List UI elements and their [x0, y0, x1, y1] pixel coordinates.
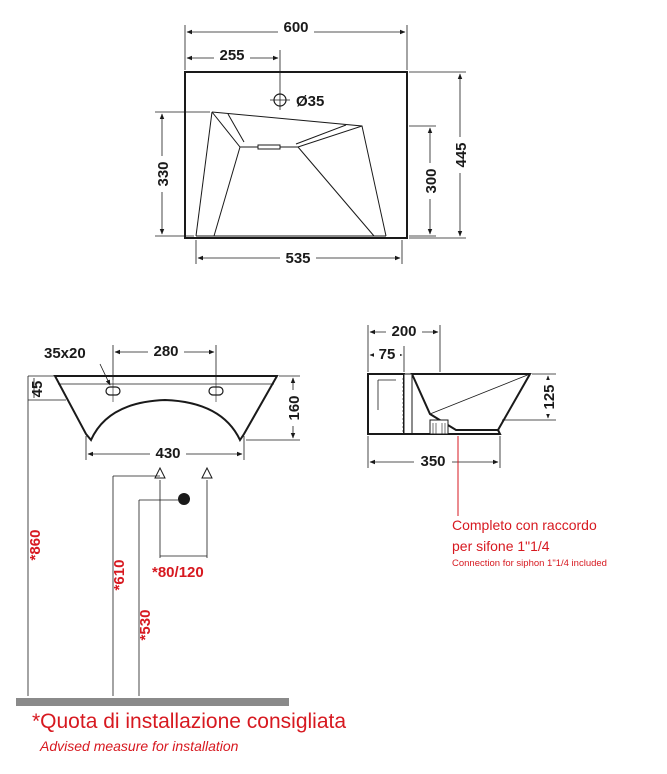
dim-base-depth-350: 350: [420, 453, 446, 470]
dim-back-depth-75: 75: [378, 346, 396, 363]
dim-hole-offset-255: 255: [219, 47, 245, 64]
dim-side-depth-200: 200: [391, 323, 417, 340]
floor-line: [16, 698, 289, 706]
advised-measure-english: Advised measure for installation: [40, 738, 239, 754]
top-view-overflow: [258, 145, 280, 149]
marker-right-icon: [202, 468, 212, 478]
dim-height-530: *530: [137, 609, 154, 641]
dim-depth-445: 445: [453, 142, 470, 168]
dim-width-600: 600: [283, 19, 309, 36]
dim-basin-width-535: 535: [285, 250, 311, 267]
dim-height-610: *610: [111, 559, 128, 591]
dim-rim-height-45: 45: [29, 380, 46, 398]
dim-height-860: *860: [27, 529, 44, 561]
siphon-note-line1: Completo con raccordo: [452, 517, 597, 533]
dim-bottom-width-430: 430: [155, 445, 181, 462]
dim-slot-spacing-280: 280: [153, 343, 179, 360]
dim-spacing-80-120: *80/120: [152, 564, 204, 581]
siphon-note: [452, 517, 607, 569]
dim-bowl-height-125: 125: [541, 384, 558, 410]
siphon-note-english: Connection for siphon 1"1/4 included: [452, 558, 607, 569]
dim-total-height-160: 160: [286, 395, 303, 421]
siphon-note-line2: per sifone 1"1/4: [452, 538, 550, 554]
side-view: [368, 321, 558, 516]
dim-hole-diameter: Ø35: [296, 93, 325, 110]
dim-slot-size: 35x20: [44, 345, 86, 362]
front-view: [28, 341, 303, 505]
top-view: [154, 19, 470, 267]
marker-left-icon: [155, 468, 165, 478]
dim-basin-depth-330: 330: [155, 161, 172, 187]
dim-basin-depth-300: 300: [423, 168, 440, 194]
footer-notes: [32, 710, 346, 754]
front-view-outline: [55, 376, 277, 440]
advised-measure-italian: *Quota di installazione consigliata: [32, 710, 347, 733]
drain-point-icon: [178, 493, 190, 505]
